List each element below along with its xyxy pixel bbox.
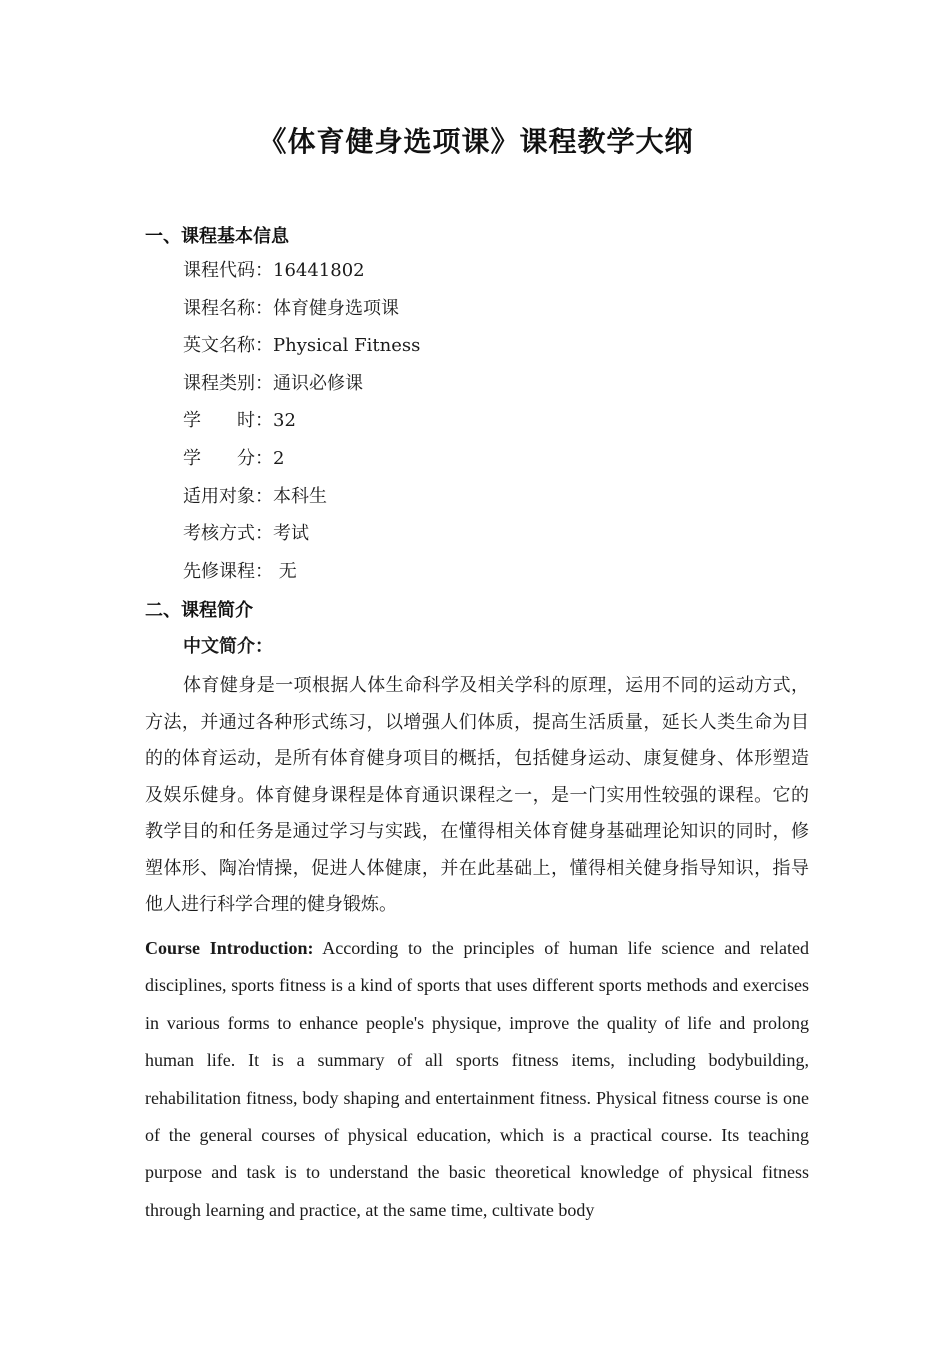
- info-row-hours: [183, 408, 420, 446]
- info-value: 无: [273, 560, 297, 582]
- info-value: 16441802: [273, 260, 365, 281]
- english-intro-text: According to the principles of human life science and related disciplines, sports fitness is a kind of sports that uses different sports methods and exercises in various forms to enhance people's physique, improve the quality of life and prolong human life. It is a summary of all sports fitness items, including bodybuilding, rehabilitation fitness, body shaping and entertainment fitness. Physical fitness course is one of the general courses of physical education, which is a practical course. Its teaching purpose and task is to understand the basic theoretical knowledge of physical fitness through learning and practice, at the same time, cultivate body: [145, 938, 809, 1220]
- english-intro-paragraph: [145, 930, 809, 1229]
- info-value: Physical Fitness: [273, 335, 421, 357]
- info-value: 32: [273, 410, 296, 432]
- chinese-intro-paragraph: 体育健身是一项根据人体生命科学及相关学科的原理，运用不同的运动方式，方法，并通过各种形式练习，以增强人们体质，提高生活质量，延长人类生命为目的的体育运动，是所有体育健身项目的概括，包括健身运动、康复健身、体形塑造及娱乐健身。体育健身课程是体育通识课程之一，是一门实用性较强的课程。它的教学目的和任务是通过学习与实践，在懂得相关体育健身基础理论知识的同时，修塑体形、陶冶情操，促进人体健康，并在此基础上，懂得相关健身指导知识，指导他人进行科学合理的健身锻炼。: [145, 675, 809, 915]
- chinese-intro-heading: 中文简介：: [183, 636, 273, 657]
- info-label: 学 时：: [183, 410, 273, 432]
- section-heading-basic-info: 一、课程基本信息: [145, 226, 289, 247]
- course-info-list: [183, 258, 420, 596]
- section-heading-introduction: 二、课程简介: [145, 600, 253, 621]
- info-label: 考核方式：: [183, 523, 273, 545]
- info-label: 学 分：: [183, 447, 273, 469]
- info-value: 通识必修课: [273, 372, 363, 394]
- info-value: 2: [273, 447, 285, 469]
- info-row-target-audience: [183, 484, 420, 522]
- english-intro-label: Course Introduction:: [145, 938, 314, 958]
- info-value: 体育健身选项课: [273, 297, 399, 319]
- page-title: 《体育健身选项课》课程教学大纲: [258, 125, 694, 158]
- info-row-prerequisites: [183, 559, 420, 597]
- info-label: 课程代码：: [183, 260, 273, 281]
- info-row-assessment: [183, 521, 420, 559]
- info-label: 先修课程：: [183, 560, 273, 582]
- info-label: 课程类别：: [183, 372, 273, 394]
- info-row-course-category: [183, 371, 420, 409]
- info-value: 本科生: [273, 485, 327, 507]
- info-value: 考试: [273, 523, 309, 545]
- info-label: 课程名称：: [183, 297, 273, 319]
- info-row-course-code: [183, 258, 420, 296]
- info-label: 适用对象：: [183, 485, 273, 507]
- info-row-course-name: [183, 296, 420, 334]
- info-row-credits: [183, 446, 420, 484]
- info-label: 英文名称：: [183, 335, 273, 357]
- info-row-english-name: [183, 333, 420, 371]
